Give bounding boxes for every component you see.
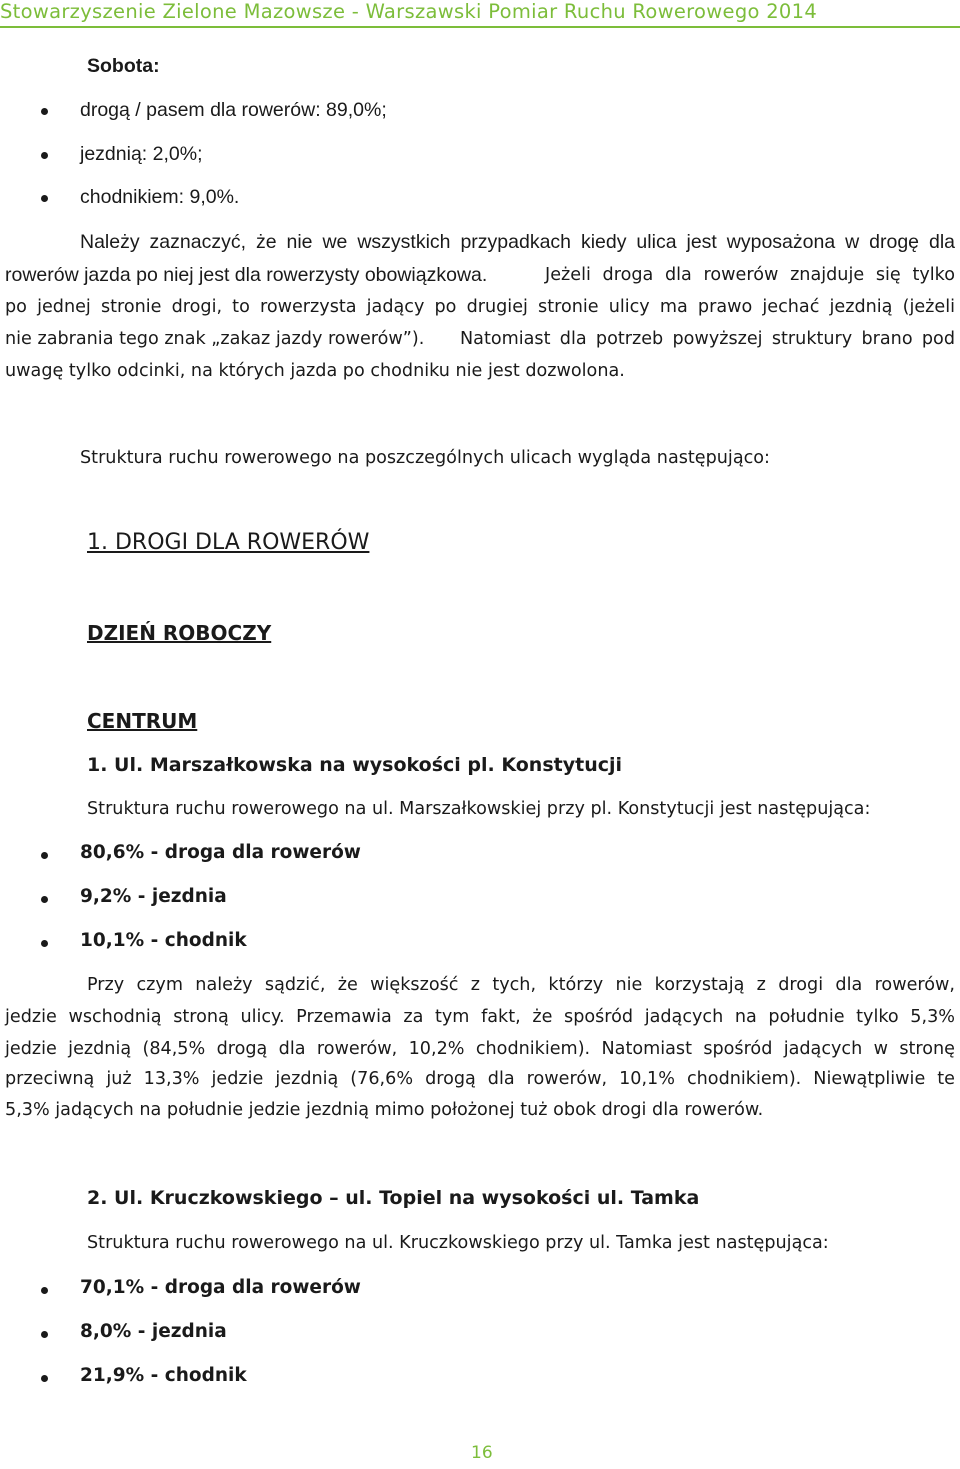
list-item: jezdnią: 2,0%; xyxy=(80,143,203,165)
paragraph-line: 5,3% jadących na południe jedzie jezdnią mimo położonej tuż obok drogi dla rowerów. xyxy=(5,1100,764,1120)
bullet-icon xyxy=(41,152,48,159)
list-item: 70,1% - droga dla rowerów xyxy=(80,1277,361,1298)
running-header: Stowarzyszenie Zielone Mazowsze - Warszawski Pomiar Ruchu Rowerowego 2014 xyxy=(0,0,818,23)
location-title: 1. Ul. Marszałkowska na wysokości pl. Konstytucji xyxy=(87,754,623,776)
paragraph-line: uwagę tylko odcinki, na których jazda po chodniku nie jest dozwolona. xyxy=(5,361,625,381)
section-title: 1. DROGI DLA ROWERÓW xyxy=(87,530,370,555)
list-item: 8,0% - jezdnia xyxy=(80,1321,227,1342)
paragraph-line: nie zabrania tego znak „zakaz jazdy rowerów”). xyxy=(5,329,425,349)
bullet-icon xyxy=(41,1375,48,1382)
bullet-icon xyxy=(41,852,48,859)
header-rule xyxy=(0,26,960,28)
list-item: 80,6% - droga dla rowerów xyxy=(80,842,361,863)
location-lead: Struktura ruchu rowerowego na ul. Marszałkowskiej przy pl. Konstytucji jest następująca: xyxy=(87,799,871,819)
paragraph-line: jedzie jezdnią (84,5% drogą dla rowerów, 10,2% chodnikiem). Natomiast spośród jadących w stronę xyxy=(5,1039,955,1059)
page-number: 16 xyxy=(471,1443,493,1463)
paragraph-line: jedzie wschodnią stroną ulicy. Przemawia za tym fakt, że spośród jadących na południe tylko 5,3% xyxy=(5,1007,955,1027)
paragraph-line: Jeżeli droga dla rowerów znajduje się tylko xyxy=(545,265,955,285)
saturday-heading: Sobota: xyxy=(87,55,160,77)
bullet-icon xyxy=(41,1331,48,1338)
bullet-icon xyxy=(41,896,48,903)
bullet-icon xyxy=(41,1287,48,1294)
paragraph-line: po jednej stronie drogi, to rowerzysta jadący po drugiej stronie ulicy ma prawo jechać jezdnią (jeżeli xyxy=(5,297,955,317)
list-item: chodnikiem: 9,0%. xyxy=(80,186,240,208)
location-title: 2. Ul. Kruczkowskiego – ul. Topiel na wysokości ul. Tamka xyxy=(87,1187,700,1209)
area-heading: CENTRUM xyxy=(87,709,198,733)
bullet-icon xyxy=(41,195,48,202)
list-item: 10,1% - chodnik xyxy=(80,930,247,951)
location-lead: Struktura ruchu rowerowego na ul. Kruczkowskiego przy ul. Tamka jest następująca: xyxy=(87,1233,829,1253)
intro-text: Struktura ruchu rowerowego na poszczególnych ulicach wygląda następująco: xyxy=(80,448,770,468)
paragraph-line: Należy zaznaczyć, że nie we wszystkich przypadkach kiedy ulica jest wyposażona w drogę dla xyxy=(80,231,955,253)
list-item: drogą / pasem dla rowerów: 89,0%; xyxy=(80,99,387,121)
paragraph-line: przeciwną już 13,3% jedzie jezdnią (76,6% drogą dla rowerów, 10,1% chodnikiem). Niewątpliwie te xyxy=(5,1069,955,1089)
paragraph-line: Natomiast dla potrzeb powyższej struktury brano pod xyxy=(460,329,955,349)
paragraph-line: Przy czym należy sądzić, że większość z tych, którzy nie korzystają z drogi dla rowerów, xyxy=(87,975,955,995)
paragraph-line: rowerów jazda po niej jest dla rowerzysty obowiązkowa. xyxy=(5,264,488,286)
list-item: 21,9% - chodnik xyxy=(80,1365,247,1386)
section-subtitle: DZIEŃ ROBOCZY xyxy=(87,621,272,645)
list-item: 9,2% - jezdnia xyxy=(80,886,227,907)
bullet-icon xyxy=(41,940,48,947)
bullet-icon xyxy=(41,108,48,115)
